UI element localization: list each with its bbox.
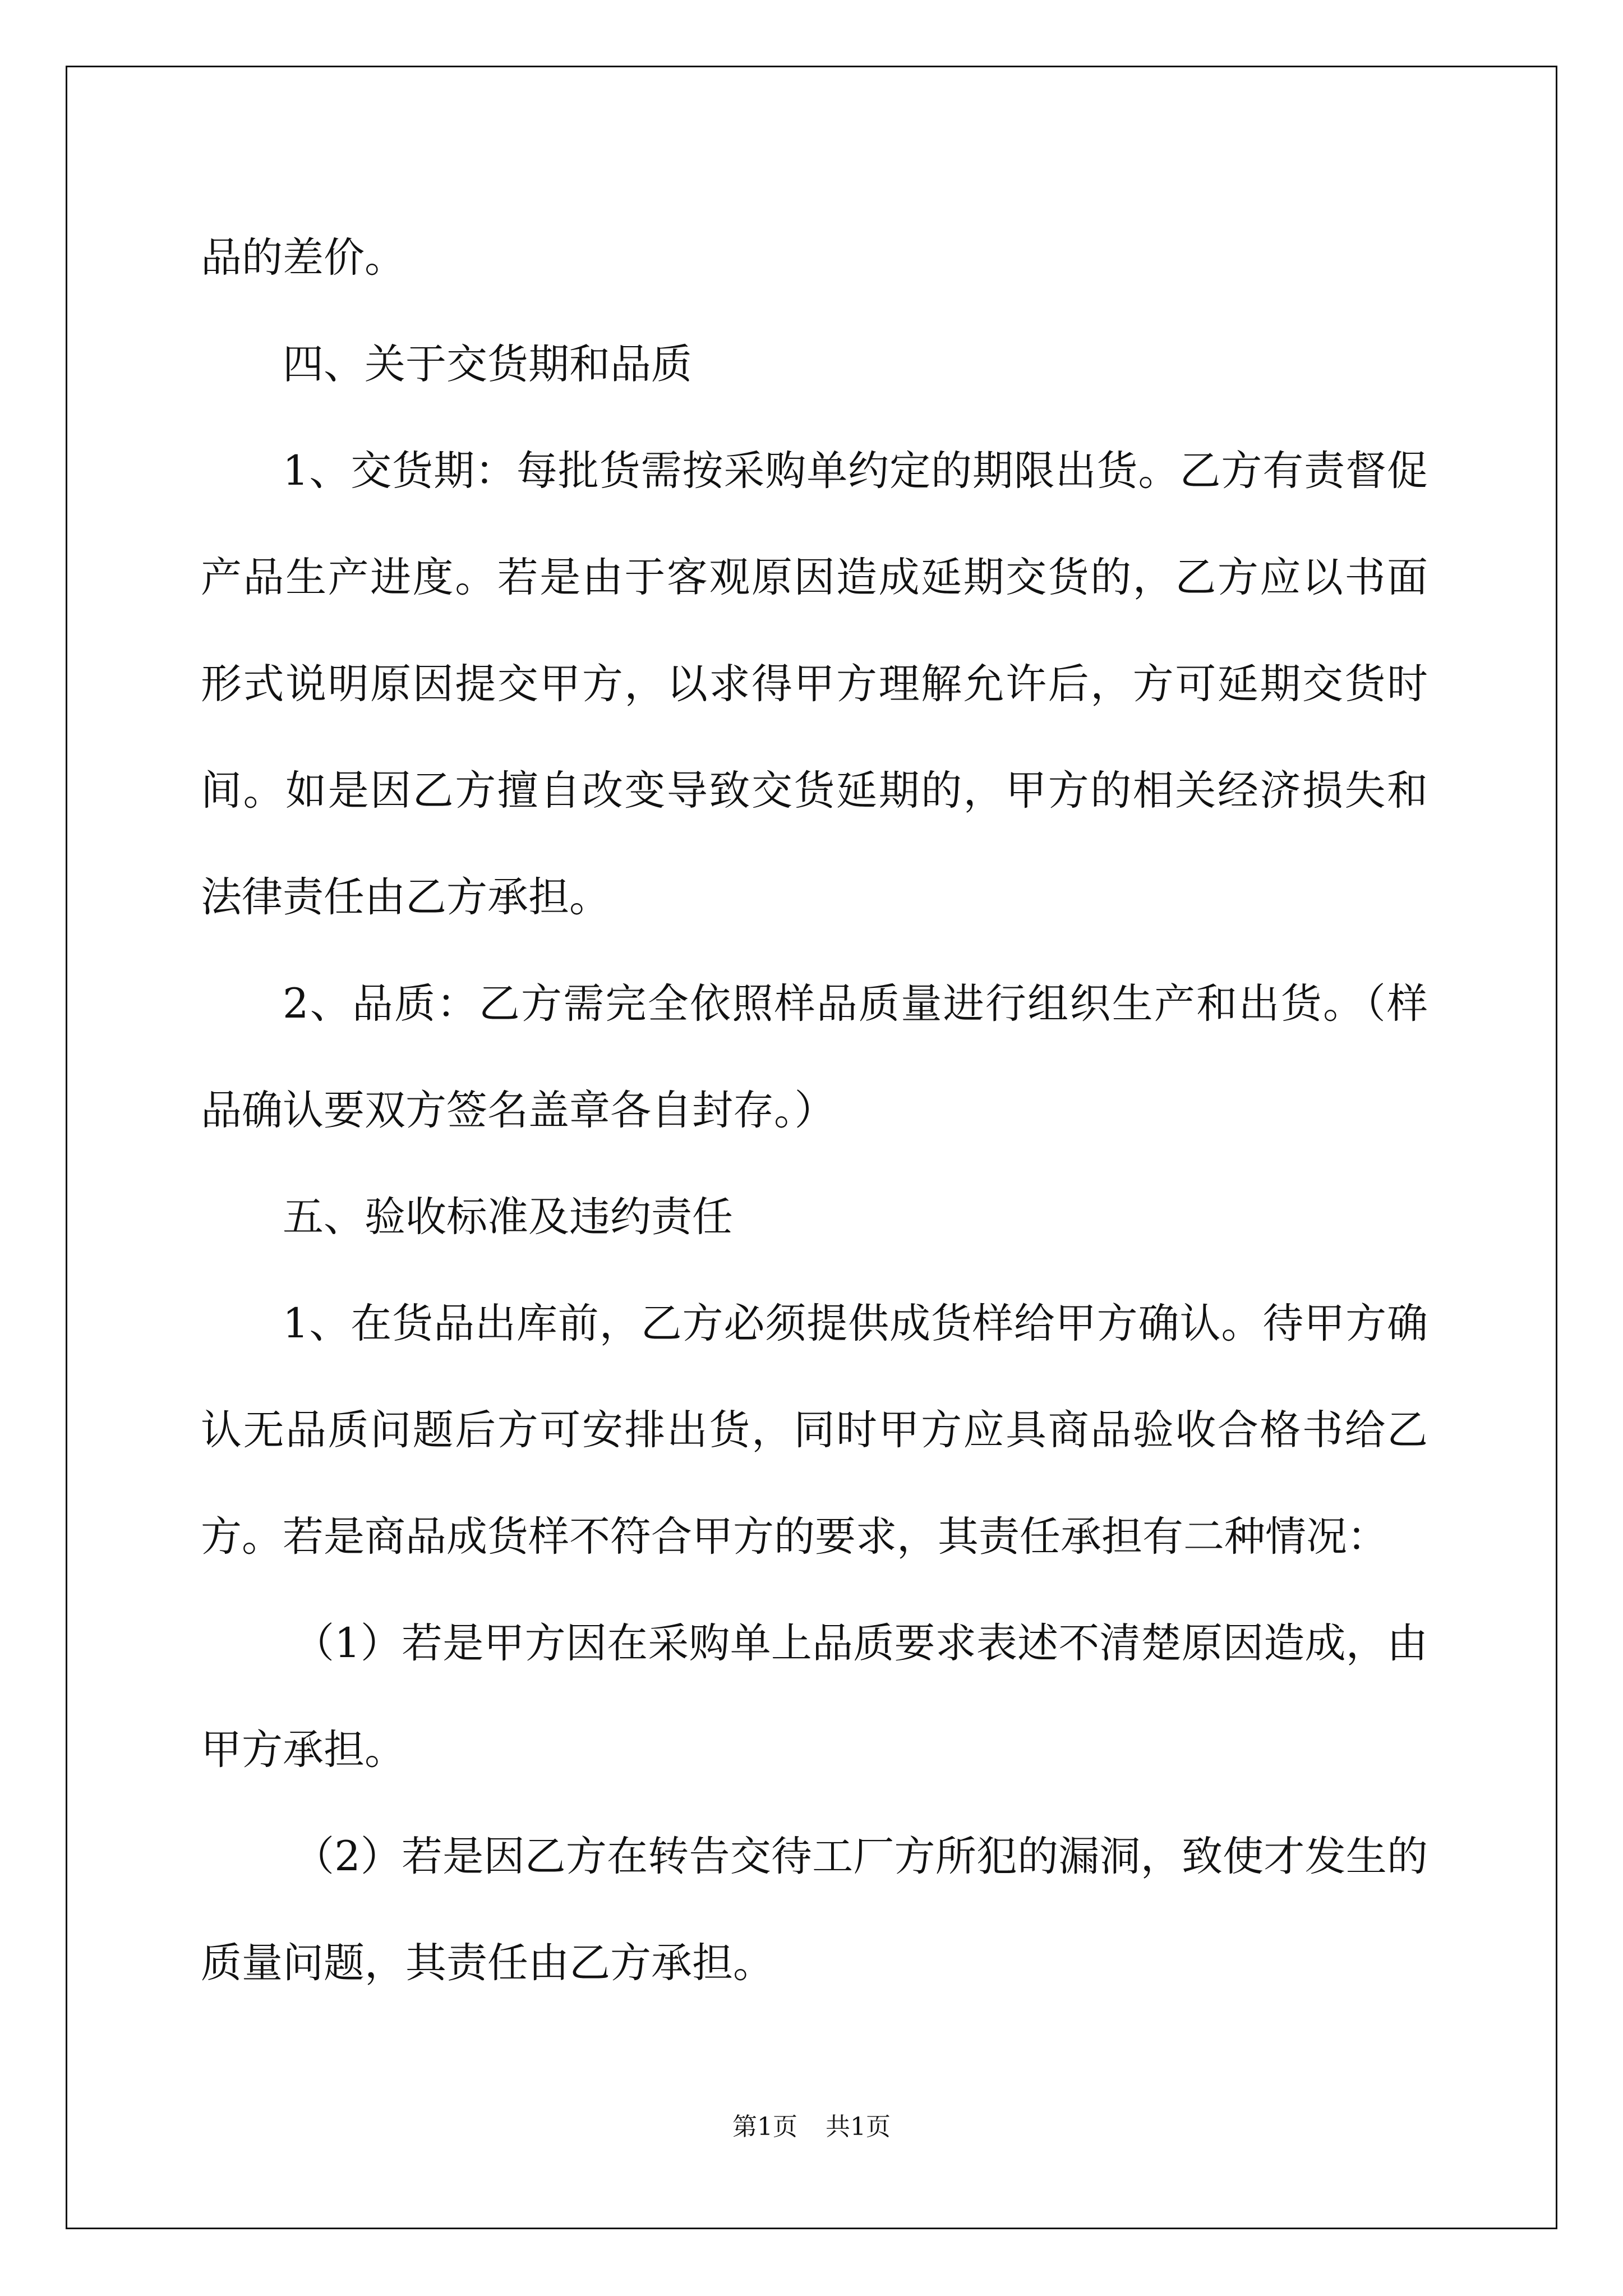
paragraph-quality: 2、品质：乙方需完全依照样品质量进行组织生产和出货。（样品确认要双方签名盖章各自封存。）	[201, 980, 1428, 1134]
section-heading-delivery-quality: 四、关于交货期和品质	[283, 341, 692, 388]
paragraph-case-1: （1）若是甲方因在采购单上品质要求表述不清楚原因造成，由甲方承担。	[201, 1619, 1428, 1774]
section-heading-acceptance: 五、验收标准及违约责任	[283, 1193, 733, 1241]
paragraph-continuation: 品的差价。	[201, 234, 405, 282]
page-footer	[0, 2106, 1623, 2142]
paragraph-case-2: （2）若是因乙方在转告交待工厂方所犯的漏洞，致使才发生的质量问题，其责任由乙方承担。	[201, 1833, 1428, 1987]
page-number-current: 第1页	[732, 2113, 797, 2141]
paragraph-delivery-period: 1、交货期：每批货需按采购单约定的期限出货。乙方有责督促产品生产进度。若是由于客观原因造成延期交货的，乙方应以书面形式说明原因提交甲方，以求得甲方理解允许后，方可延期交货时间。如是因乙方擅自改变导致交货延期的，甲方的相关经济损失和法律责任由乙方承担。	[201, 447, 1428, 921]
document-body	[201, 205, 1428, 2017]
page-number-total: 共1页	[826, 2113, 891, 2141]
paragraph-acceptance-sample: 1、在货品出库前，乙方必须提供成货样给甲方确认。待甲方确认无品质问题后方可安排出货，同时甲方应具商品验收合格书给乙方。若是商品成货样不符合甲方的要求，其责任承担有二种情况：	[201, 1300, 1428, 1561]
